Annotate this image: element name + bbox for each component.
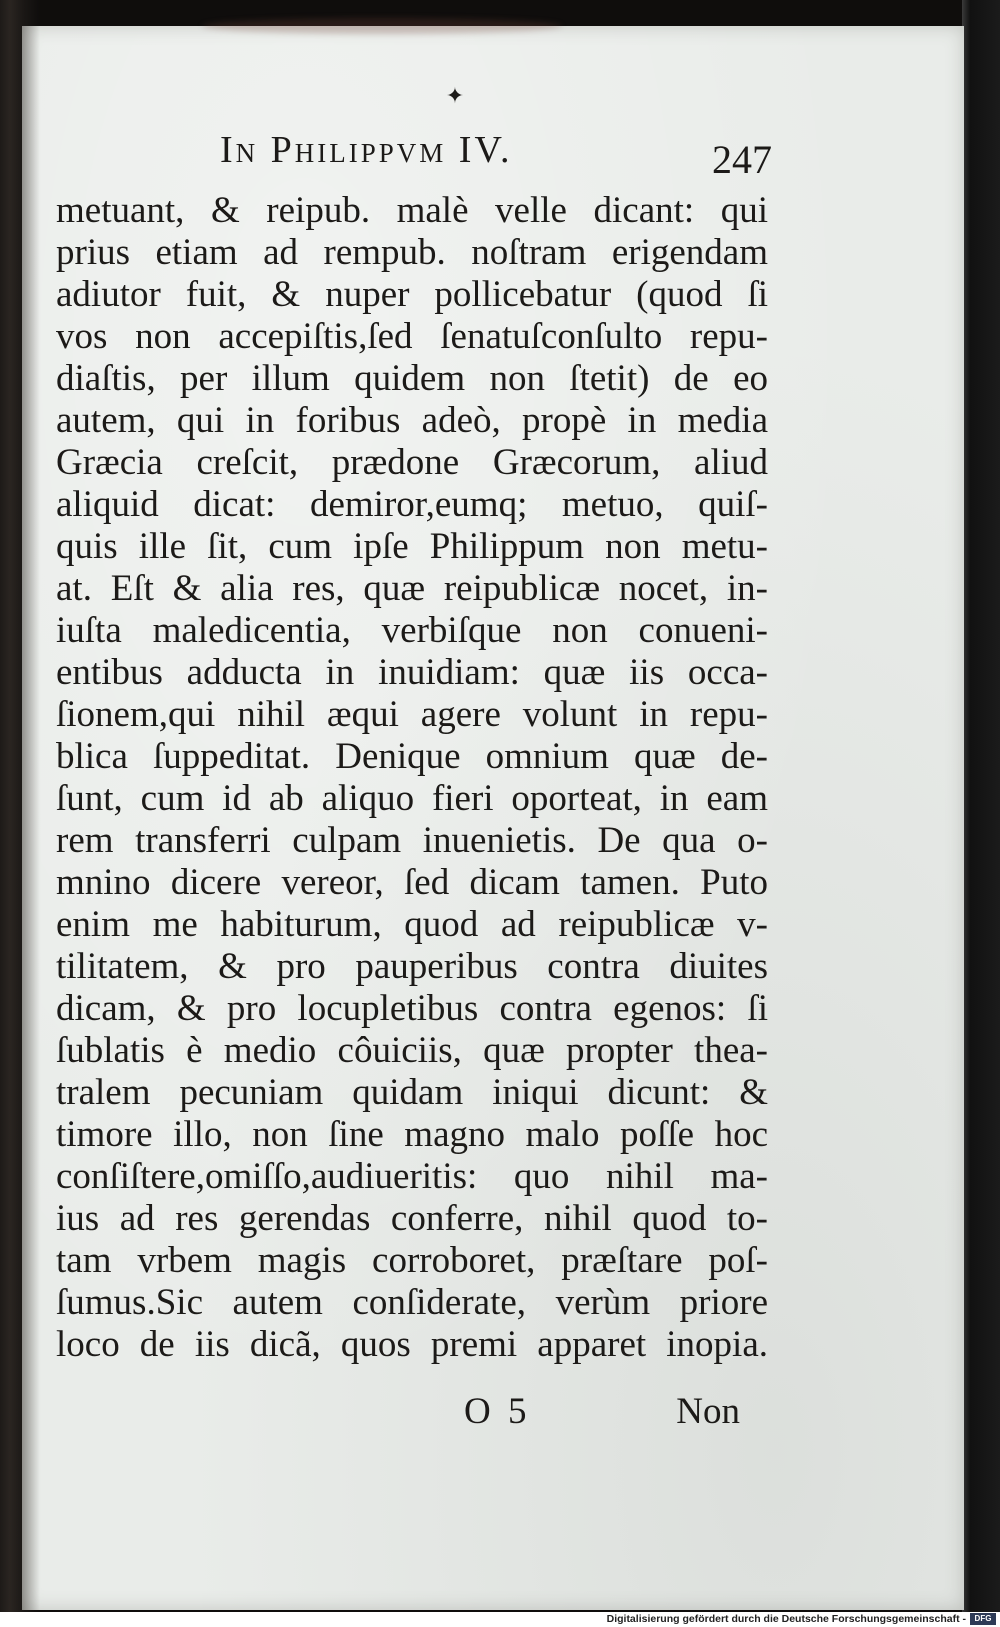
text-line: rem transferri culpam inuenietis. De qua o-: [56, 820, 768, 861]
text-line: Græcia creſcit, prædone Græcorum, aliud: [56, 442, 768, 483]
text-line: ſublatis è medio côuiciis, quæ propter thea-: [56, 1030, 768, 1071]
text-line: autem, qui in foribus adeò, propè in media: [56, 400, 768, 441]
text-line: at. Eſt & alia res, quæ reipublicæ nocet, in-: [56, 568, 768, 609]
catchword: Non: [676, 1391, 740, 1432]
footer-bar: [0, 1612, 1000, 1627]
text-line: loco de iis dicã, quos premi apparet inopia.: [56, 1324, 768, 1365]
text-line: adiutor fuit, & nuper pollicebatur (quod ſi: [56, 274, 768, 315]
text-line: blica ſuppeditat. Denique omnium quæ de-: [56, 736, 768, 777]
dfg-logo-icon: DFG: [970, 1613, 996, 1625]
text-line: conſiſtere,omiſſo,audiueritis: quo nihil ma-: [56, 1156, 768, 1197]
footer-credit: Digitalisierung gefördert durch die Deutsche Forschungsgemeinschaft -: [606, 1613, 966, 1625]
catchline: [442, 1390, 766, 1434]
page-gutter-shadow: [22, 26, 40, 1610]
text-line: ſunt, cum id ab aliquo fieri oporteat, in eam: [56, 778, 768, 819]
text-line: quis ille ſit, cum ipſe Philippum non metu-: [56, 526, 768, 567]
text-line: entibus adducta in inuidiam: quæ iis occa-: [56, 652, 768, 693]
text-line: dicam, & pro locupletibus contra egenos: ſi: [56, 988, 768, 1029]
text-line: metuant, & reipub. malè velle dicant: qui: [56, 190, 768, 231]
text-line: tam vrbem magis corroboret, præſtare poſ-: [56, 1240, 768, 1281]
book-page: [22, 26, 964, 1610]
ornament-icon: ✦: [445, 84, 465, 109]
text-line: tilitatem, & pro pauperibus contra diuites: [56, 946, 768, 987]
book-edge-right: [962, 0, 1000, 1612]
text-line: enim me habiturum, quod ad reipublicæ v-: [56, 904, 768, 945]
page-stain: [202, 18, 562, 34]
running-head: In Philippvm IV.: [220, 129, 513, 171]
text-line: aliquid dicat: demiror,eumq; metuo, quiſ-: [56, 484, 768, 525]
text-line: prius etiam ad rempub. noſtram erigendam: [56, 232, 768, 273]
text-line: tralem pecuniam quidam iniqui dicunt: &: [56, 1072, 768, 1113]
page-number: 247: [712, 137, 772, 182]
text-line: timore illo, non ſine magno malo poſſe hoc: [56, 1114, 768, 1155]
text-line: vos non accepiſtis,ſed ſenatuſconſulto repu-: [56, 316, 768, 357]
text-line: diaſtis, per illum quidem non ſtetit) de eo: [56, 358, 768, 399]
signature-mark: O 5: [464, 1391, 531, 1432]
body-text: [56, 190, 768, 1366]
text-line: ſumus.Sic autem conſiderate, verùm priore: [56, 1282, 768, 1323]
text-line: ſionem,qui nihil æqui agere volunt in repu-: [56, 694, 768, 735]
text-line: mnino dicere vereor, ſed dicam tamen. Puto: [56, 862, 768, 903]
text-line: ius ad res gerendas conferre, nihil quod to-: [56, 1198, 768, 1239]
text-line: iuſta maledicentia, verbiſque non conueni-: [56, 610, 768, 651]
